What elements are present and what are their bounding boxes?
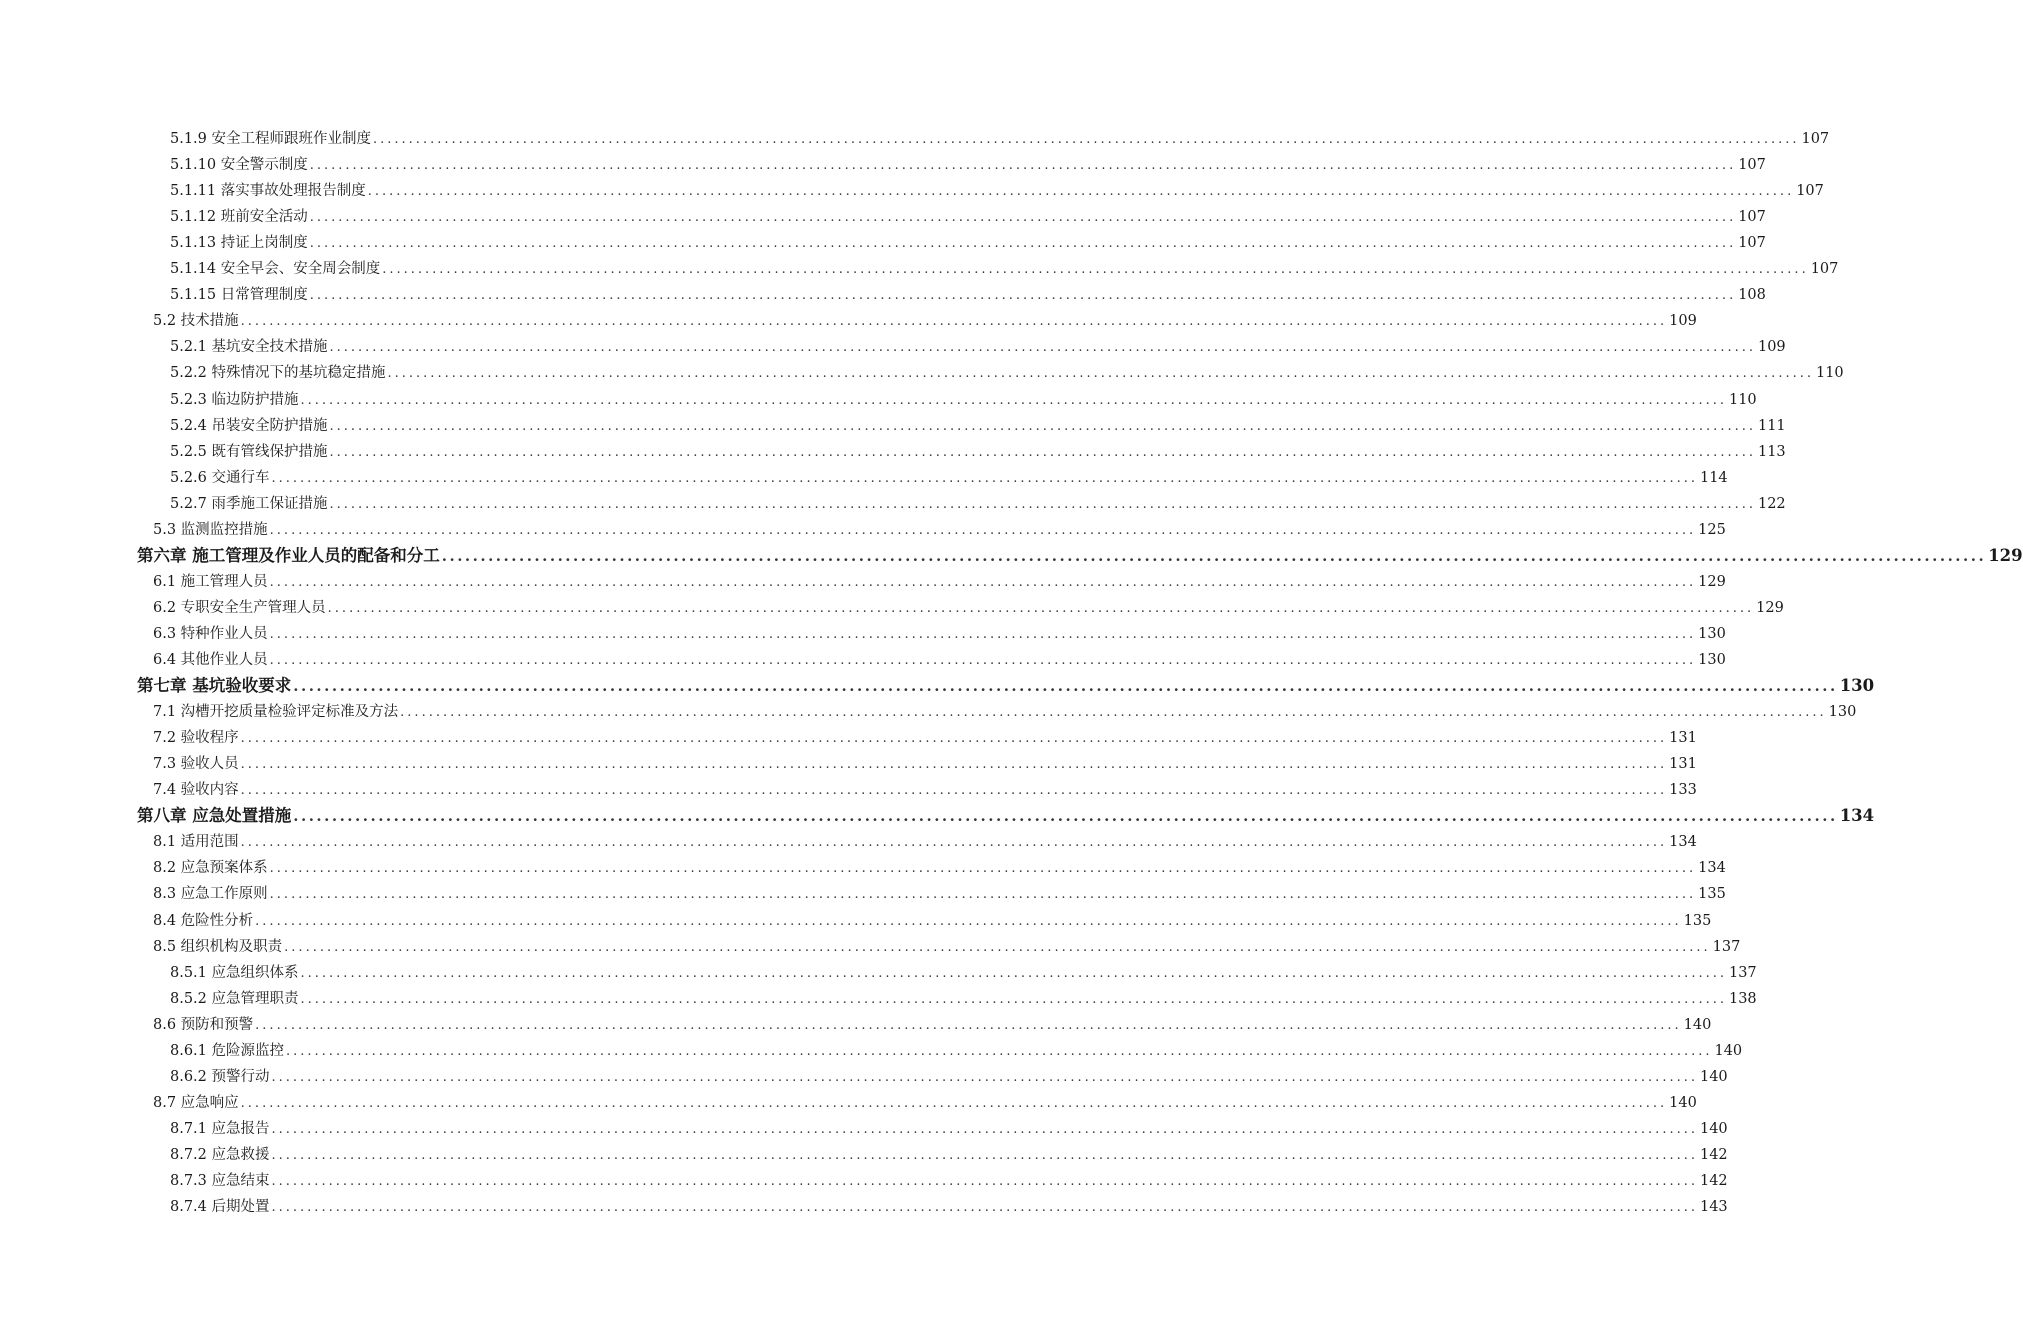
toc-entry[interactable] — [170, 1142, 1728, 1168]
toc-entry-title: 5.1.14 安全早会、安全周会制度 — [170, 261, 381, 278]
toc-entry[interactable] — [170, 1168, 1728, 1194]
toc-leader-dots: ........................................................................................................................................................................................................ — [271, 1147, 1698, 1163]
toc-page-number: 129 — [1988, 545, 2023, 565]
toc-entry[interactable] — [153, 934, 1741, 960]
toc-page-number: 130 — [1698, 652, 1726, 668]
toc-entry[interactable] — [153, 647, 1726, 673]
toc-leader-dots: ........................................................................................................................................................................................................ — [240, 314, 1668, 330]
toc-entry[interactable] — [170, 282, 1766, 308]
toc-entry[interactable] — [153, 308, 1697, 334]
toc-page-number: 130 — [1839, 676, 1875, 696]
toc-leader-dots: ........................................................................................................................................................................................................ — [271, 1069, 1698, 1085]
toc-entry[interactable] — [170, 256, 1839, 282]
toc-chapter-entry[interactable] — [137, 803, 1875, 829]
toc-entry-title: 5.1.13 持证上岗制度 — [170, 235, 308, 252]
toc-page-number: 107 — [1738, 209, 1766, 226]
toc-page-number: 140 — [1683, 1016, 1712, 1033]
toc-entry[interactable] — [153, 517, 1726, 543]
toc-entry-title: 8.6.2 预警行动 — [170, 1068, 270, 1085]
toc-entry-title: 5.2.4 吊装安全防护措施 — [170, 417, 328, 434]
toc-entry-title: 8.5 组织机构及职责 — [153, 938, 283, 955]
toc-entry-title: 5.2.2 特殊情况下的基坑稳定措施 — [170, 365, 386, 382]
toc-page-number: 109 — [1669, 313, 1697, 330]
toc-entry[interactable] — [170, 360, 1844, 386]
toc-entry-title: 8.2 应急预案体系 — [153, 860, 268, 877]
toc-page-number: 109 — [1757, 339, 1786, 356]
toc-page-number: 110 — [1815, 365, 1844, 382]
toc-leader-dots: ........................................................................................................................................................................................................ — [271, 1174, 1698, 1189]
toc-entry[interactable] — [153, 595, 1784, 621]
toc-leader-dots: ........................................................................................................................................................................................................ — [367, 184, 1795, 200]
toc-leader-dots: ........................................................................................................................................................................................................ — [271, 1121, 1698, 1137]
toc-entry[interactable] — [170, 1038, 1743, 1064]
toc-leader-dots: ........................................................................................................................................................................................................ — [373, 132, 1800, 147]
toc-entry[interactable] — [170, 387, 1757, 413]
toc-entry-title: 5.1.15 日常管理制度 — [170, 287, 308, 304]
toc-page-number: 134 — [1839, 806, 1875, 826]
toc-leader-dots: ........................................................................................................................................................................................................ — [441, 546, 1987, 565]
toc-page-number: 138 — [1728, 990, 1757, 1007]
toc-entry-title: 8.1 适用范围 — [153, 834, 239, 851]
toc-page-number: 140 — [1714, 1042, 1743, 1059]
toc-leader-dots: ........................................................................................................................................................................................................ — [309, 210, 1737, 226]
toc-entry[interactable] — [170, 1064, 1728, 1090]
toc-leader-dots: ........................................................................................................................................................................................................ — [309, 288, 1737, 304]
toc-entry[interactable] — [170, 230, 1766, 256]
toc-page-number: 129 — [1756, 599, 1784, 616]
toc-page-number: 130 — [1698, 625, 1726, 642]
toc-leader-dots: ........................................................................................................................................................................................................ — [400, 705, 1827, 721]
toc-entry-title: 5.1.10 安全警示制度 — [170, 157, 308, 174]
toc-page-number: 137 — [1712, 938, 1741, 955]
toc-leader-dots: ........................................................................................................................................................................................................ — [240, 1095, 1668, 1111]
toc-page-number: 107 — [1796, 183, 1824, 200]
toc-entry[interactable] — [153, 1090, 1697, 1116]
toc-page-number: 113 — [1757, 443, 1786, 460]
toc-chapter-entry[interactable] — [137, 543, 2023, 569]
toc-leader-dots: ........................................................................................................................................................................................................ — [309, 236, 1737, 252]
toc-leader-dots: ........................................................................................................................................................................................................ — [300, 991, 1727, 1007]
toc-leader-dots: ........................................................................................................................................................................................................ — [327, 600, 1755, 616]
toc-entry-title: 6.4 其他作业人员 — [153, 652, 268, 668]
toc-leader-dots: ........................................................................................................................................................................................................ — [269, 626, 1697, 642]
toc-entry[interactable] — [170, 334, 1786, 360]
toc-entry[interactable] — [153, 751, 1697, 777]
toc-entry-title: 5.1.12 班前安全活动 — [170, 209, 308, 226]
toc-entry[interactable] — [170, 178, 1824, 204]
toc-leader-dots: ........................................................................................................................................................................................................ — [382, 262, 1809, 278]
toc-leader-dots: ........................................................................................................................................................................................................ — [240, 731, 1668, 747]
toc-entry-title: 5.2.6 交通行车 — [170, 469, 270, 486]
toc-entry[interactable] — [153, 855, 1726, 881]
toc-entry-title: 8.6.1 危险源监控 — [170, 1042, 285, 1059]
toc-entry[interactable] — [170, 491, 1786, 517]
toc-entry-title: 5.1.9 安全工程师跟班作业制度 — [170, 131, 372, 147]
toc-leader-dots: ........................................................................................................................................................................................................ — [293, 807, 1838, 826]
toc-leader-dots: ........................................................................................................................................................................................................ — [300, 965, 1727, 981]
toc-entry-title: 8.4 危险性分析 — [153, 912, 254, 929]
toc-chapter-entry[interactable] — [137, 673, 1875, 699]
toc-leader-dots: ........................................................................................................................................................................................................ — [269, 574, 1697, 590]
toc-entry[interactable] — [153, 829, 1697, 855]
toc-leader-dots: ........................................................................................................................................................................................................ — [255, 1017, 1682, 1033]
toc-entry-title: 7.1 沟槽开挖质量检验评定标准及方法 — [153, 704, 399, 721]
toc-entry[interactable] — [153, 569, 1726, 595]
toc-page-number: 111 — [1757, 417, 1786, 434]
toc-entry-title: 8.6 预防和预警 — [153, 1016, 254, 1033]
toc-page-number: 129 — [1698, 573, 1726, 590]
toc-entry-title: 8.5.2 应急管理职责 — [170, 990, 299, 1007]
toc-entry-title: 7.2 验收程序 — [153, 730, 239, 747]
toc-page-number: 140 — [1699, 1068, 1728, 1085]
toc-entry[interactable] — [170, 439, 1786, 465]
toc-leader-dots: ........................................................................................................................................................................................................ — [300, 392, 1727, 408]
toc-leader-dots: ........................................................................................................................................................................................................ — [284, 939, 1711, 955]
toc-entry-title: 8.7.2 应急救援 — [170, 1146, 270, 1163]
toc-entry-title: 7.4 验收内容 — [153, 782, 239, 799]
toc-entry-title: 第六章 施工管理及作业人员的配备和分工 — [137, 545, 440, 565]
toc-leader-dots: ........................................................................................................................................................................................................ — [240, 757, 1668, 773]
toc-leader-dots: ........................................................................................................................................................................................................ — [269, 522, 1697, 538]
toc-entry-title: 第八章 应急处置措施 — [137, 806, 292, 826]
toc-leader-dots: ........................................................................................................................................................................................................ — [269, 861, 1697, 877]
toc-page-number: 142 — [1699, 1173, 1728, 1189]
toc-leader-dots: ........................................................................................................................................................................................................ — [309, 158, 1737, 174]
toc-leader-dots: ........................................................................................................................................................................................................ — [329, 340, 1756, 356]
toc-page-number: 108 — [1738, 287, 1766, 304]
toc-page-number: 137 — [1728, 964, 1757, 981]
toc-entry[interactable] — [170, 465, 1728, 491]
toc-entry[interactable] — [153, 881, 1726, 907]
toc-page-number: 131 — [1669, 730, 1697, 747]
toc-page-number: 130 — [1828, 704, 1857, 721]
toc-entry[interactable] — [170, 1194, 1728, 1220]
toc-entry-title: 5.1.11 落实事故处理报告制度 — [170, 183, 366, 200]
toc-leader-dots: ........................................................................................................................................................................................................ — [271, 470, 1698, 486]
toc-entry[interactable] — [170, 413, 1786, 439]
toc-page-number: 140 — [1669, 1094, 1697, 1111]
toc-entry[interactable] — [170, 126, 1830, 152]
toc-leader-dots: ........................................................................................................................................................................................................ — [269, 653, 1697, 668]
toc-page-number: 107 — [1801, 131, 1830, 147]
toc-entry-title: 8.3 应急工作原则 — [153, 886, 268, 903]
toc-entry-title: 6.3 特种作业人员 — [153, 625, 268, 642]
toc-entry-title: 5.2.1 基坑安全技术措施 — [170, 339, 328, 356]
toc-entry[interactable] — [153, 1012, 1712, 1038]
toc-entry-title: 8.7.3 应急结束 — [170, 1173, 270, 1189]
toc-entry[interactable] — [170, 986, 1757, 1012]
toc-page-number: 134 — [1669, 834, 1697, 851]
toc-leader-dots: ........................................................................................................................................................................................................ — [286, 1043, 1713, 1059]
toc-entry-title: 5.2.7 雨季施工保证措施 — [170, 495, 328, 512]
toc-entry[interactable] — [170, 204, 1766, 230]
toc-entry[interactable] — [153, 699, 1857, 725]
toc-page-number: 142 — [1699, 1146, 1728, 1163]
toc-leader-dots: ........................................................................................................................................................................................................ — [271, 1200, 1698, 1216]
toc-page-number: 125 — [1698, 521, 1726, 538]
toc-leader-dots: ........................................................................................................................................................................................................ — [255, 913, 1682, 929]
toc-page-number: 135 — [1698, 886, 1726, 903]
toc-page-number: 110 — [1728, 391, 1757, 408]
toc-page-number: 133 — [1669, 782, 1697, 799]
toc-entry-title: 5.2 技术措施 — [153, 313, 239, 330]
toc-leader-dots: ........................................................................................................................................................................................................ — [329, 418, 1756, 434]
toc-leader-dots: ........................................................................................................................................................................................................ — [329, 496, 1756, 512]
toc-entry-title: 6.1 施工管理人员 — [153, 573, 268, 590]
toc-entry[interactable] — [170, 152, 1766, 178]
toc-page-number: 135 — [1683, 912, 1712, 929]
toc-page-number: 107 — [1738, 235, 1766, 252]
toc-page-number: 114 — [1699, 469, 1728, 486]
toc-entry[interactable] — [153, 777, 1697, 803]
toc-page-number: 107 — [1738, 157, 1766, 174]
toc-entry[interactable] — [153, 725, 1697, 751]
toc-leader-dots: ........................................................................................................................................................................................................ — [329, 444, 1756, 460]
toc-leader-dots: ........................................................................................................................................................................................................ — [240, 835, 1668, 851]
toc-leader-dots: ........................................................................................................................................................................................................ — [240, 783, 1668, 799]
toc-entry-title: 5.2.5 既有管线保护措施 — [170, 443, 328, 460]
toc-entry-title: 7.3 验收人员 — [153, 756, 239, 773]
toc-entry[interactable] — [153, 621, 1726, 647]
toc-entry-title: 8.7.4 后期处置 — [170, 1199, 270, 1216]
toc-page-number: 134 — [1698, 860, 1726, 877]
toc-page-number: 122 — [1757, 495, 1786, 512]
toc-entry[interactable] — [153, 908, 1712, 934]
toc-leader-dots: ........................................................................................................................................................................................................ — [269, 887, 1697, 903]
toc-entry-title: 8.7 应急响应 — [153, 1094, 239, 1111]
toc-entry-title: 第七章 基坑验收要求 — [137, 676, 292, 696]
toc-page-number: 107 — [1810, 261, 1839, 278]
toc-leader-dots: ........................................................................................................................................................................................................ — [387, 366, 1814, 382]
toc-page-number: 131 — [1669, 756, 1697, 773]
toc-page-number: 140 — [1699, 1120, 1728, 1137]
toc-entry[interactable] — [170, 960, 1757, 986]
toc-leader-dots: ........................................................................................................................................................................................................ — [293, 677, 1838, 696]
toc-entry-title: 6.2 专职安全生产管理人员 — [153, 599, 326, 616]
toc-entry-title: 8.7.1 应急报告 — [170, 1120, 270, 1137]
toc-entry[interactable] — [170, 1116, 1728, 1142]
toc-entry-title: 8.5.1 应急组织体系 — [170, 964, 299, 981]
toc-entry-title: 5.2.3 临边防护措施 — [170, 391, 299, 408]
toc-page-number: 143 — [1699, 1199, 1728, 1216]
toc-entry-title: 5.3 监测监控措施 — [153, 521, 268, 538]
